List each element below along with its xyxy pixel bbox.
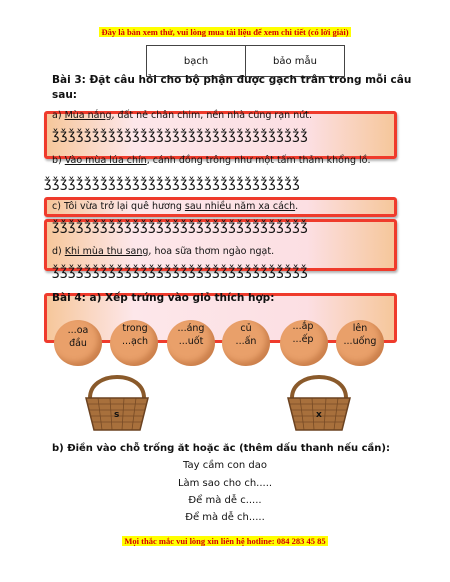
egg-label: ...oa đầu: [67, 325, 89, 349]
egg-label: củ ...ấn: [235, 323, 257, 347]
egg-label: trong ...ạch: [121, 323, 149, 347]
basket-s-label: s: [114, 410, 120, 420]
poem-line: Để mà dễ ch.....: [185, 512, 265, 523]
exercise-3-title: Bài 3: Đặt câu hỏi cho bộ phận được gạch trân trong mỗi câu sau:: [52, 74, 412, 101]
egg-label: lên ...uống: [343, 323, 377, 347]
basket-x-label: x: [316, 410, 322, 420]
preview-banner: Đây là bản xem thử, vui lòng mua tài liệu để xem chi tiết (có lời giải): [101, 27, 349, 37]
egg-label: ...áng ...uốt: [177, 323, 205, 347]
sentence-d: d) Khi mùa thu sang, hoa sữa thơm ngào ngạt.: [52, 246, 275, 257]
poem-line: Làm sao cho ch.....: [177, 478, 273, 489]
sentence-c: c) Tôi vừa trở lại quê hương sau nhiều năm xa cách.: [52, 201, 299, 212]
basket-x-icon[interactable]: [284, 366, 354, 436]
answer-line[interactable]: ǯǯǯǯǯǯǯǯǯǯǯǯǯǯǯǯǯǯǯǯǯǯǯǯǯǯǯǯǯǯǯǯ: [52, 128, 309, 143]
hotline-banner: Mọi thắc mắc vui lòng xin liên hệ hotline: 084 283 45 85: [124, 536, 326, 546]
exercise-4b-title: b) Điền vào chỗ trống ăt hoặc ăc (thêm dấu thanh nếu cần):: [52, 443, 390, 454]
basket-s-icon[interactable]: [82, 366, 152, 436]
word-cell: bảo mẫu: [246, 46, 345, 77]
answer-line[interactable]: ǯǯǯǯǯǯǯǯǯǯǯǯǯǯǯǯǯǯǯǯǯǯǯǯǯǯǯǯǯǯǯǯ: [52, 219, 309, 234]
poem-line: Tay cầm con dao: [183, 460, 267, 471]
sentence-b: b) Vào mùa lúa chín, cánh đồng trông như một tấm thảm khổng lồ.: [52, 155, 371, 166]
egg-label: ...ắp ...ếp: [292, 321, 314, 345]
word-cell: bạch: [147, 46, 246, 77]
sentence-a: a) Mùa nắng, đất nẻ chân chim, nền nhà cũng rạn nứt.: [52, 110, 312, 121]
answer-line[interactable]: ǯǯǯǯǯǯǯǯǯǯǯǯǯǯǯǯǯǯǯǯǯǯǯǯǯǯǯǯǯǯǯǯ: [52, 264, 309, 279]
exercise-4-title: Bài 4: a) Xếp trứng vào giỏ thích hợp:: [52, 292, 275, 304]
answer-line[interactable]: ǯǯǯǯǯǯǯǯǯǯǯǯǯǯǯǯǯǯǯǯǯǯǯǯǯǯǯǯǯǯǯǯ: [44, 176, 301, 191]
poem-line: Để mà dễ c.....: [188, 495, 262, 506]
